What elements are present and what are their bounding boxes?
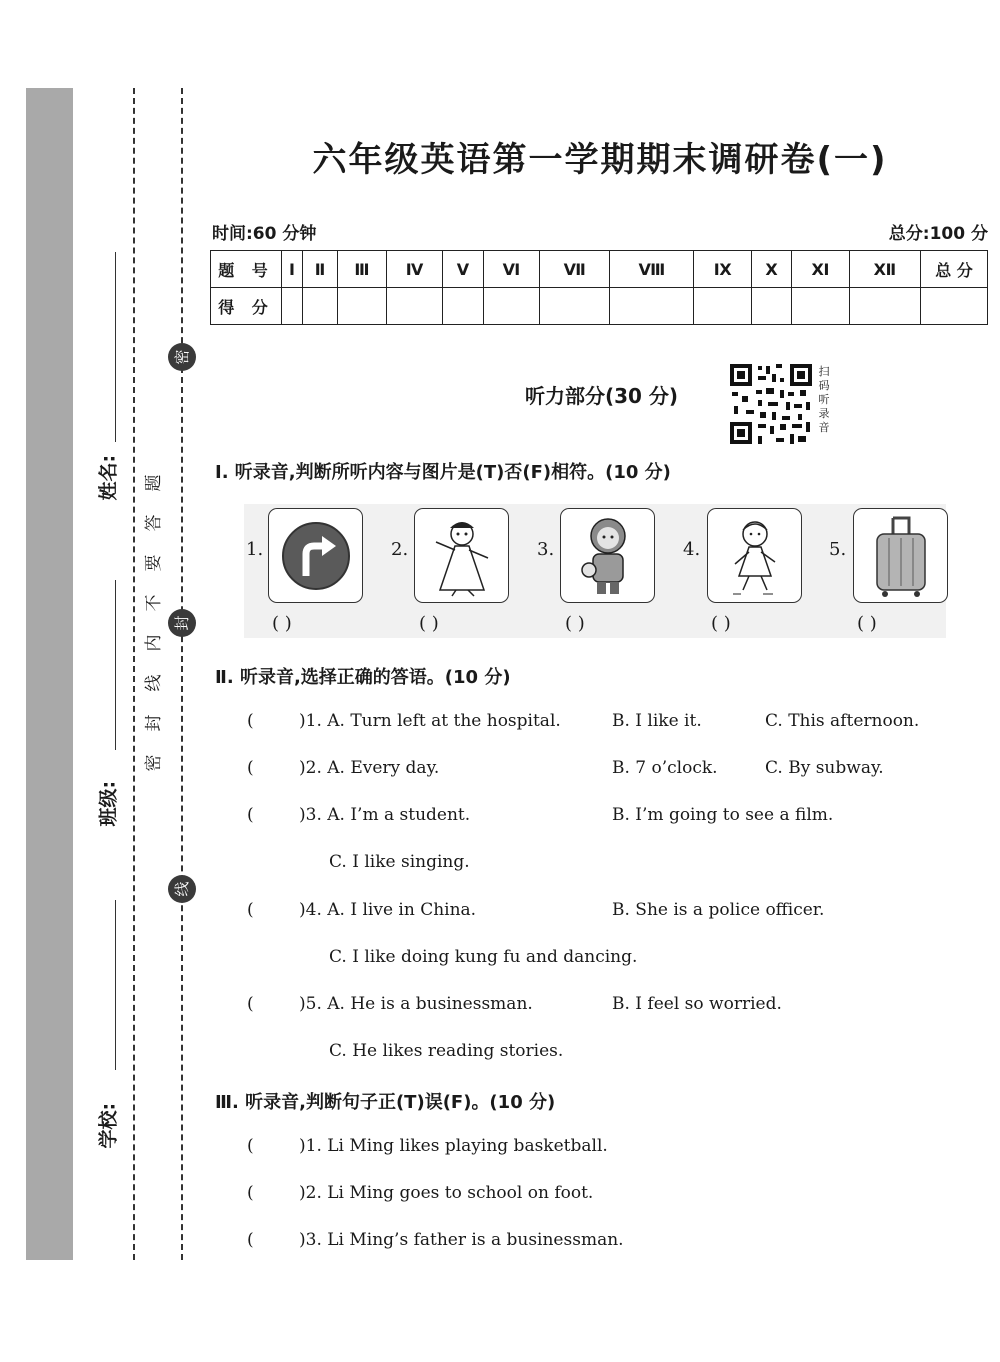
question-2-5-option-a: )5. A. He is a businessman. [299, 994, 533, 1014]
qr-caption: 扫码听录音 [818, 365, 830, 434]
score-col-header: Ⅹ [751, 251, 791, 288]
section-1-heading: Ⅰ. 听录音,判断所听内容与图片是(T)否(F)相符。(10 分) [215, 462, 671, 483]
answer-blank[interactable]: ( ) [857, 613, 877, 634]
picture-number: 1. [246, 539, 264, 560]
question-2-4-option-a: )4. A. I live in China. [299, 900, 477, 920]
picture-3 [560, 508, 655, 603]
notice-char: 要 [144, 554, 164, 572]
score-col-header: Ⅰ [282, 251, 303, 288]
answer-open-paren[interactable]: ( [247, 1136, 254, 1156]
picture-number: 3. [537, 539, 555, 560]
score-col-header: Ⅸ [694, 251, 751, 288]
picture-number: 2. [391, 539, 409, 560]
question-2-3-option-a: )3. A. I’m a student. [299, 805, 471, 825]
question-2-3-option-c: C. I like singing. [329, 852, 470, 872]
answer-blank[interactable]: ( ) [272, 613, 292, 634]
picture-2 [414, 508, 509, 603]
question-2-4-option-b: B. She is a police officer. [612, 900, 825, 920]
question-2-1-option-c: C. This afternoon. [765, 711, 920, 731]
answer-open-paren[interactable]: ( [247, 1230, 254, 1250]
notice-char: 不 [144, 594, 164, 612]
school-blank-line [115, 900, 116, 1070]
picture-number: 4. [683, 539, 701, 560]
class-label: 班级: [97, 780, 120, 827]
score-col-header: Ⅶ [540, 251, 610, 288]
question-3-2: )2. Li Ming goes to school on foot. [299, 1183, 594, 1203]
score-cell[interactable] [792, 288, 849, 325]
seal-mi-badge: 密 [168, 343, 196, 371]
question-2-1-option-a: )1. A. Turn left at the hospital. [299, 711, 561, 731]
score-cell[interactable] [610, 288, 694, 325]
answer-blank[interactable]: ( ) [565, 613, 585, 634]
score-cell[interactable] [694, 288, 751, 325]
page-title: 六年级英语第一学期期末调研卷(一) [312, 140, 888, 180]
answer-blank[interactable]: ( ) [711, 613, 731, 634]
margin-gray-bar [26, 88, 73, 1260]
answer-open-paren[interactable]: ( [247, 711, 254, 731]
score-table-header-row [211, 251, 988, 288]
question-2-3-option-b: B. I’m going to see a film. [612, 805, 834, 825]
question-2-5-option-b: B. I feel so worried. [612, 994, 782, 1014]
score-table [210, 250, 988, 325]
notice-char: 封 [144, 714, 164, 732]
school-label: 学校: [97, 1102, 120, 1149]
score-cell[interactable] [282, 288, 303, 325]
name-label: 姓名: [97, 454, 120, 501]
class-blank-line [115, 580, 116, 750]
score-col-header: Ⅳ [386, 251, 442, 288]
answer-open-paren[interactable]: ( [247, 758, 254, 778]
notice-char: 内 [144, 634, 164, 652]
notice-char: 线 [144, 674, 164, 692]
notice-char: 密 [144, 754, 164, 772]
picture-1 [268, 508, 363, 603]
name-blank-line [115, 252, 116, 442]
score-cell[interactable] [483, 288, 539, 325]
suitcase-icon [869, 514, 933, 598]
picture-number: 5. [829, 539, 847, 560]
notice-char: 答 [144, 514, 164, 532]
score-cell[interactable] [751, 288, 791, 325]
question-2-4-option-c: C. I like doing kung fu and dancing. [329, 947, 638, 967]
score-col-header: Ⅻ [849, 251, 920, 288]
score-col-header: Ⅷ [610, 251, 694, 288]
picture-5 [853, 508, 948, 603]
answer-open-paren[interactable]: ( [247, 994, 254, 1014]
question-2-2-option-c: C. By subway. [765, 758, 884, 778]
score-cell[interactable] [338, 288, 387, 325]
question-2-5-option-c: C. He likes reading stories. [329, 1041, 564, 1061]
answer-open-paren[interactable]: ( [247, 1183, 254, 1203]
score-cell[interactable] [540, 288, 610, 325]
exam-total-score: 总分:100 分 [888, 224, 988, 244]
score-cell[interactable] [386, 288, 442, 325]
dancing-girl-icon [422, 514, 502, 598]
total-col-header: 总 分 [921, 251, 988, 288]
picture-4 [707, 508, 802, 603]
binding-dashed-line-outer [181, 88, 183, 1260]
walking-girl-icon [715, 514, 795, 598]
section-3-heading: Ⅲ. 听录音,判断句子正(T)误(F)。(10 分) [215, 1092, 556, 1113]
astronaut-boy-icon [573, 514, 643, 598]
answer-blank[interactable]: ( ) [419, 613, 439, 634]
seal-xian-badge: 线 [168, 875, 196, 903]
score-col-header: Ⅲ [338, 251, 387, 288]
notice-char: 题 [144, 474, 164, 492]
question-3-1: )1. Li Ming likes playing basketball. [299, 1136, 608, 1156]
score-col-header: Ⅴ [443, 251, 484, 288]
score-cell[interactable] [849, 288, 920, 325]
question-2-1-option-b: B. I like it. [612, 711, 702, 731]
binding-dashed-line-inner [133, 88, 135, 1260]
score-cell[interactable] [443, 288, 484, 325]
section-2-heading: Ⅱ. 听录音,选择正确的答语。(10 分) [215, 667, 511, 688]
question-2-2-option-b: B. 7 o’clock. [612, 758, 718, 778]
question-2-2-option-a: )2. A. Every day. [299, 758, 440, 778]
score-col-header: Ⅱ [303, 251, 338, 288]
question-3-3: )3. Li Ming’s father is a businessman. [299, 1230, 624, 1250]
seal-feng-badge: 封 [168, 609, 196, 637]
qr-code-icon[interactable] [728, 362, 814, 446]
answer-open-paren[interactable]: ( [247, 900, 254, 920]
score-cell[interactable] [303, 288, 338, 325]
turn-right-sign-icon [280, 520, 352, 592]
score-col-header: Ⅺ [792, 251, 849, 288]
total-score-cell[interactable] [921, 288, 988, 325]
score-table-score-row [211, 288, 988, 325]
score-col-header: Ⅵ [483, 251, 539, 288]
question-number-label: 题 号 [211, 251, 282, 288]
exam-time: 时间:60 分钟 [212, 224, 317, 244]
answer-open-paren[interactable]: ( [247, 805, 254, 825]
score-row-label: 得 分 [211, 288, 282, 325]
listening-section-title: 听力部分(30 分) [525, 384, 679, 408]
